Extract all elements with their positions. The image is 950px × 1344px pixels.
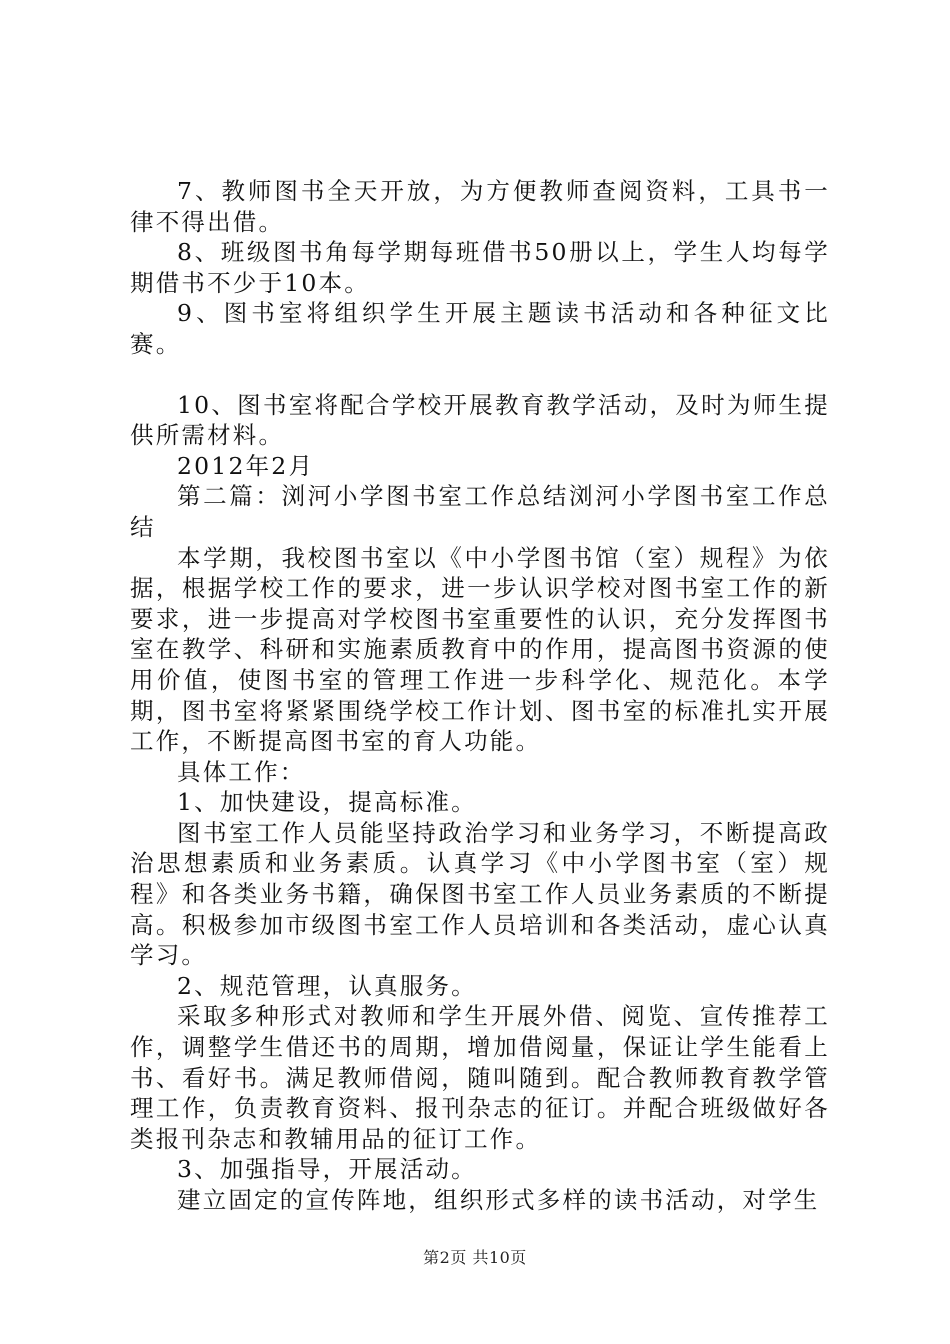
work-item-2-heading: 2、规范管理，认真服务。 bbox=[177, 971, 477, 1000]
work-item-1-body: 图书室工作人员能坚持政治学习和业务学习，不断提高政治思想素质和业务素质。认真学习《中小学图书室（室）规程》和各类业务书籍，确保图书室工作人员业务素质的不断提高。积极参加市级图书室工作人员培训和各类活动，虚心认真学习。 bbox=[130, 818, 830, 970]
date-line: 2012年2月 bbox=[177, 451, 315, 480]
work-item-3-heading: 3、加强指导，开展活动。 bbox=[177, 1155, 477, 1184]
work-item-2-body: 采取多种形式对教师和学生开展外借、阅览、宣传推荐工作，调整学生借还书的周期，增加借阅量，保证让学生能看上书、看好书。满足教师借阅，随叫随到。配合教师教育教学管理工作，负责教育资料、报刊杂志的征订。并配合班级做好各类报刊杂志和教辅用品的征订工作。 bbox=[130, 1002, 830, 1153]
section-title: 第二篇：浏河小学图书室工作总结浏河小学图书室工作总结 bbox=[130, 482, 830, 541]
specific-work-heading: 具体工作： bbox=[177, 757, 306, 786]
work-item-3-body: 建立固定的宣传阵地，组织形式多样的读书活动，对学生 bbox=[177, 1186, 820, 1214]
paragraph-item-10: 10、图书室将配合学校开展教育教学活动，及时为师生提供所需材料。 bbox=[130, 390, 830, 450]
paragraph-item-8: 8、班级图书角每学期每班借书50册以上，学生人均每学期借书不少于10本。 bbox=[130, 238, 830, 297]
paragraph-item-7: 7、教师图书全天开放，为方便教师查阅资料，工具书一律不得出借。 bbox=[130, 177, 830, 236]
intro-paragraph: 本学期，我校图书室以《中小学图书馆（室）规程》为依据，根据学校工作的要求，进一步认识学校对图书室工作的新要求，进一步提高对学校图书室重要性的认识，充分发挥图书室在教学、科研和实施素质教育中的作用，提高图书资源的使用价值，使图书室的管理工作进一步科学化、规范化。本学期，图书室将紧紧围绕学校工作计划、图书室的标准扎实开展工作，不断提高图书室的育人功能。 bbox=[130, 543, 830, 756]
document-body bbox=[130, 176, 830, 1216]
page-number-footer: 第2页 共10页 bbox=[423, 1248, 527, 1267]
work-item-1-heading: 1、加快建设，提高标准。 bbox=[177, 788, 477, 817]
paragraph-item-9: 9、图书室将组织学生开展主题读书活动和各种征文比赛。 bbox=[130, 299, 830, 358]
